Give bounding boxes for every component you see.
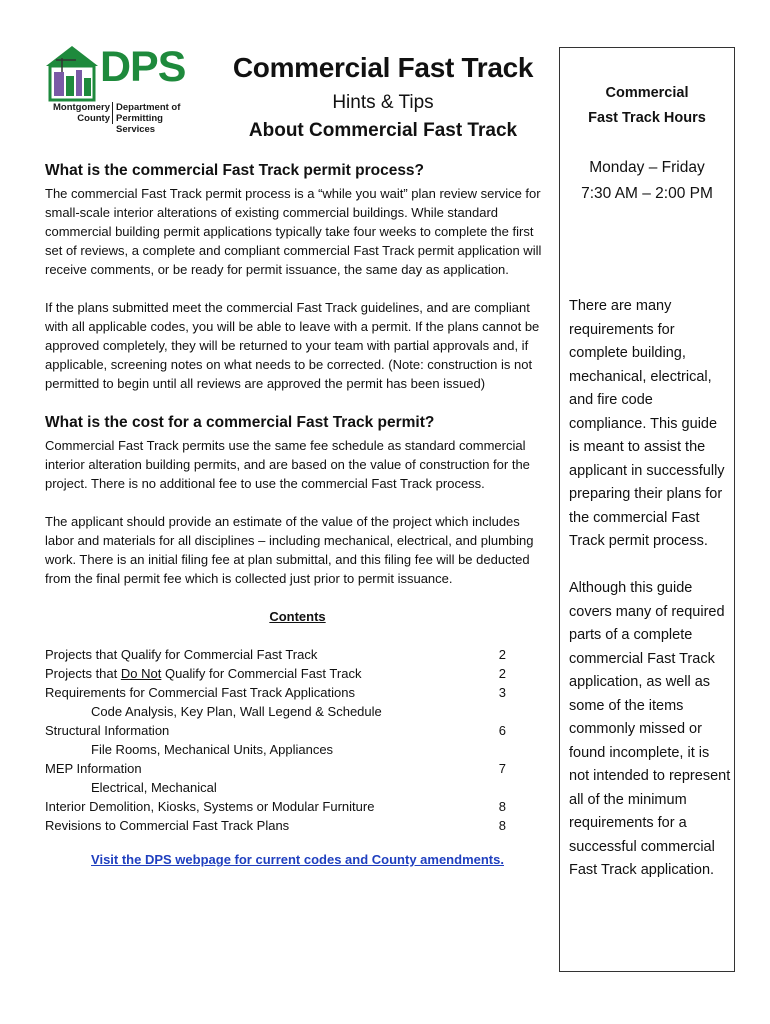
toc-row (45, 816, 550, 835)
page-title: Commercial Fast Track (232, 52, 534, 83)
sidebar-paragraph: Although this guide covers many of required parts of a complete commercial Fast Track application, as well as some of the items commonly missed or found incomplete, it is not intended to represent all of the minimum requirements for a successful commercial Fast Track application. (569, 580, 731, 878)
toc-label: File Rooms, Mechanical Units, Appliances (91, 742, 334, 757)
toc-subrow (45, 702, 550, 721)
sidebar-text (569, 295, 731, 906)
toc-label: Projects that Qualify for Commercial Fast Track (45, 647, 318, 662)
paragraph: Commercial Fast Track permits use the same fee schedule as standard commercial interior alteration building permits, and are based on the value of construction for the project. There is no additional fee to use the commercial Fast Track process. (45, 438, 530, 491)
toc-label: MEP Information (45, 761, 142, 776)
sidebar-box (559, 47, 735, 972)
sidebar-hours (560, 155, 734, 207)
sidebar-heading: Commercial Fast Track Hours (588, 85, 706, 126)
paragraph: The applicant should provide an estimate of the value of the project which includes labor and materials for all disciplines – including mechanical, electrical, and plumbing work. There is an initial filing fee at plan submittal, and this filing fee will be deducted from the final permit fee which is collected just prior to permit issuance. (45, 514, 534, 586)
dps-webpage-link[interactable]: Visit the DPS webpage for current codes and County amendments. (91, 852, 504, 867)
building-icon (42, 44, 104, 104)
toc-page: 8 (498, 818, 506, 833)
toc-page: 2 (498, 647, 506, 662)
toc-label: Revisions to Commercial Fast Track Plans (45, 818, 290, 833)
toc-row (45, 683, 550, 702)
section-heading-process: What is the commercial Fast Track permit process? (45, 162, 425, 179)
toc-label: Projects that Do Not Qualify for Commercial Fast Track (45, 666, 362, 681)
toc-label: Interior Demolition, Kiosks, Systems or Modular Furniture (45, 799, 375, 814)
toc-label: Electrical, Mechanical (91, 780, 217, 795)
toc-label: Requirements for Commercial Fast Track Applications (45, 685, 355, 700)
toc-row (45, 759, 550, 778)
hours-days: Monday – Friday (589, 159, 705, 176)
page-subtitle-about: About Commercial Fast Track (248, 120, 518, 141)
logo-county: Montgomery County (53, 102, 110, 124)
toc-page: 2 (498, 666, 506, 681)
logo-department: Department of Permitting Services (116, 102, 181, 135)
paragraph: If the plans submitted meet the commercial Fast Track guidelines, and are compliant with all applicable codes, you will be able to leave with a permit. If the plans cannot be approved completely, they will be returned to your team with partial approvals and, if applicable, screening notes on what needs to be corrected. (Note: construction is not permitted to begin until all reviews are approved the permit has been issued) (45, 300, 540, 391)
main-content (45, 160, 550, 869)
dps-logo (42, 43, 202, 135)
contents-title: Contents (269, 609, 326, 624)
hours-time: 7:30 AM – 2:00 PM (581, 185, 713, 202)
toc-subrow (45, 778, 550, 797)
logo-brand: DPS (100, 43, 186, 91)
toc-row (45, 721, 550, 740)
toc-label: Structural Information (45, 723, 170, 738)
toc-subrow (45, 740, 550, 759)
paragraph: The commercial Fast Track permit process is a “while you wait” plan review service for small-scale interior alterations of existing commercial buildings. While standard commercial building permit applications typically take four weeks to complete the first set of reviews, a complete and compliant commercial Fast Track permit application will receive comments, or be ready for permit issuance, the same day as application. (45, 186, 542, 277)
logo-divider (112, 102, 113, 124)
toc-row (45, 797, 550, 816)
toc-row (45, 664, 550, 683)
sidebar-paragraph: There are many requirements for complete building, mechanical, electrical, and fire code compliance. This guide is meant to assist the applicant in successfully preparing their plans for the commercial Fast Track permit process. (569, 298, 725, 549)
page-subtitle: Hints & Tips (332, 92, 434, 113)
toc-page: 8 (498, 799, 506, 814)
table-of-contents (45, 645, 550, 835)
toc-label: Code Analysis, Key Plan, Wall Legend & Schedule (91, 704, 382, 719)
toc-row (45, 645, 550, 664)
toc-page: 7 (498, 761, 506, 776)
toc-page: 6 (498, 723, 506, 738)
section-heading-cost: What is the cost for a commercial Fast Track permit? (45, 414, 435, 431)
toc-page: 3 (498, 685, 506, 700)
